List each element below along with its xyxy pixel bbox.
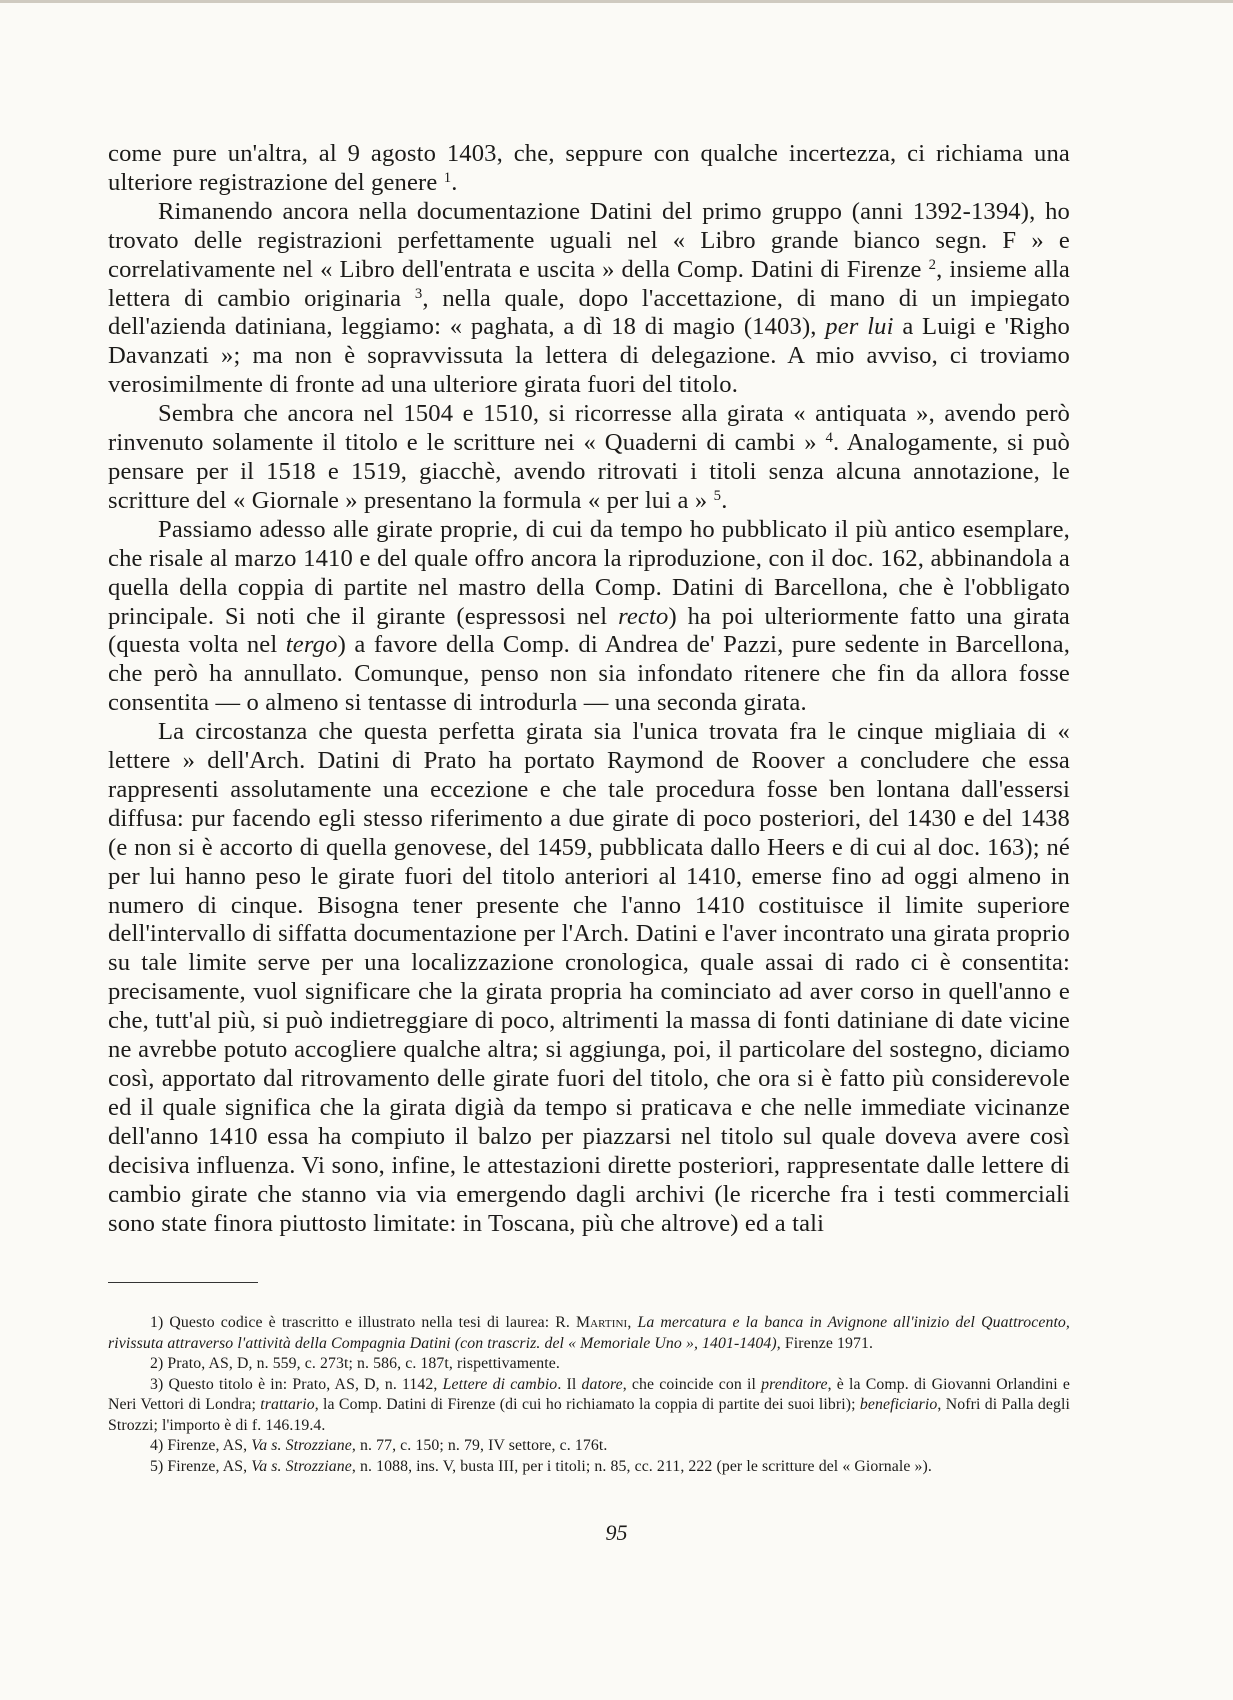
page-number: 95: [605, 1520, 628, 1545]
text-run: ) ha poi ulteriormente fatto una girata (questa volta nel: [108, 602, 1070, 659]
text-run: La circostanza che questa perfetta girata sia l'unica trovata fra le cinque migliaia di « lettere » dell'Arch. Datini di Prato ha portato Raymond de Roover a concludere che essa rappresenti assolutamente una eccezione e che tale procedura fosse ben lontana dall'essersi diffusa: pur facendo egli stesso riferimento a due girate di poco posteriori, del 1430 e del 1438 (e non si è accorto di quella genovese, del 1459, pubblicata dallo Heers e di cui al doc. 163); né per lui hanno peso le girate fuori del titolo anteriori al 1410, emerse fino ad oggi almeno in numero di cinque. Bisogna tener presente che l'anno 1410 costituisce il limite superiore dell'intervallo di siffatta documentazione per l'Arch. Datini e l'aver incontrato una girata proprio su tale limite serve per una localizzazione cronologica, quale assai di rado ci è consentita: precisamente, vuol significare che la girata propria ha cominciato ad aver corso in quell'anno e che, tutt'al più, si può indietreggiare di poco, altrimenti la massa di fonti datiniane di date vicine ne avrebbe potuto accogliere qualche altra; si aggiunga, poi, il particolare del sostegno, diciamo così, apportato dal ritrovamento delle girate fuori del titolo, che ora si è fatto più considerevole ed il quale significa che la girata digià da tempo si praticava e che nelle immediate vicinanze dell'anno 1410 essa ha compiuto il balzo per piazzarsi nel titolo sul quale doveva avere così decisiva influenza. Vi sono, infine, le attestazioni dirette posteriori, rappresentate dalle lettere di cambio girate che stanno via via emergendo dagli archivi (le ricerche fra i testi commerciali sono state finora piuttosto limitate: in Toscana, più che altrove) ed a tali: [108, 718, 1070, 1237]
text-run: come pure un'altra, al 9 agosto 1403, che, seppure con qualche incertezza, ci richiama una ulteriore registrazione del genere: [108, 140, 1070, 196]
text-run: Questo codice è trascritto e illustrato nella tesi di laurea: R.: [169, 1314, 570, 1332]
text-run: , n. 77, c. 150; n. 79, IV settore, c. 176t.: [351, 1437, 608, 1455]
text-run: ,: [627, 1314, 632, 1332]
italic-run: recto: [618, 602, 669, 630]
text-run: , nella quale, dopo l'accettazione, di mano di un impiegato dell'azienda datiniana, leggiamo: « paghata, a dì 18 di magio (1403),: [108, 284, 1070, 341]
body-text: [108, 140, 1070, 1238]
text-run: , la Comp. Datini di Firenze (di cui ho richiamato la coppia di partite dei suoi libri);: [314, 1396, 856, 1414]
text-run: Firenze, AS,: [167, 1457, 248, 1475]
paragraph-4: [108, 516, 1070, 718]
footnote-ref-3: 3: [414, 285, 423, 302]
author-name: Martini: [575, 1314, 628, 1332]
paragraph-3: [108, 400, 1070, 516]
footnote-3: [108, 1375, 1070, 1437]
text-run: a Luigi e 'Righo Davanzati »; ma non è sopravvissuta la lettera di delegazione. A mio avviso, ci troviamo verosimilmente di fronte ad una ulteriore girata fuori del titolo.: [108, 313, 1070, 399]
italic-run: prenditore: [761, 1375, 828, 1393]
text-run: Rimanendo ancora nella documentazione Datini del primo gruppo (anni 1392-1394), ho trovato delle registrazioni perfettamente uguali nel « Libro grande bianco segn. F » e correlativamente nel « Libro dell'entrata e uscita » della Comp. Datini di Firenze: [108, 197, 1070, 283]
text-run: , insieme alla lettera di cambio originaria: [108, 255, 1070, 312]
text-run: , che coincide con il: [622, 1375, 756, 1393]
italic-run: trattario: [260, 1396, 315, 1414]
text-run: .: [451, 168, 458, 196]
page-content: [108, 140, 1070, 1477]
footnote-number: 4): [150, 1437, 164, 1455]
italic-run: Va s. Strozziane: [251, 1437, 352, 1455]
footnote-ref-2: 2: [928, 256, 937, 273]
footnotes: [108, 1313, 1070, 1477]
text-run: . Analogamente, si può pensare per il 1518 e 1519, giacchè, avendo ritrovati i titoli senza alcuna annotazione, le scritture del « Giornale » presentano la formula « per lui a »: [108, 429, 1070, 514]
footnote-5: [108, 1457, 1070, 1478]
italic-run: datore: [581, 1375, 623, 1393]
footnote-ref-4: 4: [825, 429, 834, 446]
footnote-number: 3): [150, 1375, 164, 1393]
italic-run: Va s. Strozziane: [251, 1457, 352, 1475]
text-run: Passiamo adesso alle girate proprie, di cui da tempo ho pubblicato il più antico esemplare, che risale al marzo 1410 e del quale offro ancora la riproduzione, con il doc. 162, abbinandola a quella della coppia di partite nel mastro della Comp. Datini di Barcellona, che è l'obbligato principale. Si noti che il girante (espressosi nel: [108, 515, 1070, 630]
footnote-2: [108, 1354, 1070, 1375]
paragraph-2: [108, 198, 1070, 400]
footnote-number: 5): [150, 1457, 164, 1475]
footnote-4: [108, 1436, 1070, 1457]
paragraph-1: [108, 140, 1070, 198]
italic-run: per lui: [825, 313, 894, 341]
italic-run: beneficiario: [859, 1396, 938, 1414]
footnote-number: 2): [150, 1355, 164, 1373]
paragraph-5: [108, 718, 1070, 1238]
italic-run: La mercatura e la banca in Avignone all'inizio del Quattrocento, rivissuta attraverso l'attività della Compagnia Datini (con trascriz. del « Memoriale Uno », 1401-1404): [108, 1314, 1070, 1352]
text-run: . Il: [557, 1375, 577, 1393]
italic-run: Lettere di cambio: [442, 1375, 558, 1393]
footnote-ref-5: 5: [713, 487, 722, 504]
text-run: , è la Comp. di Giovanni Orlandini e Neri Vettori di Londra;: [108, 1375, 1070, 1414]
footnote-separator: [108, 1282, 258, 1283]
text-run: Firenze, AS,: [167, 1437, 248, 1455]
footnote-ref-1: 1: [443, 169, 452, 186]
text-run: Sembra che ancora nel 1504 e 1510, si ricorresse alla girata « antiquata », avendo però rinvenuto solamente il titolo e le scritture nei « Quaderni di cambi »: [108, 400, 1070, 457]
text-run: , Nofri di Palla degli Strozzi; l'importo è di f. 146.19.4.: [108, 1396, 1070, 1434]
footnote-number: 1): [150, 1314, 164, 1332]
text-run: ) a favore della Comp. di Andrea de' Pazzi, pure sedente in Barcellona, che però ha annullato. Comunque, penso non sia infondato ritenere che fin da allora fosse consentita — o almeno si tentasse di introdurla — una seconda girata.: [108, 631, 1070, 717]
text-run: .: [721, 486, 728, 514]
text-run: Prato, AS, D, n. 559, c. 273t; n. 586, c. 187t, rispettivamente.: [167, 1355, 560, 1373]
footnote-1: [108, 1313, 1070, 1354]
text-run: Questo titolo è in: Prato, AS, D, n. 1142,: [168, 1375, 438, 1393]
page-top-edge: [0, 0, 1233, 3]
text-run: , n. 1088, ins. V, busta III, per i titoli; n. 85, cc. 211, 222 (per le scritture del « Giornale »).: [351, 1457, 932, 1475]
italic-run: tergo: [285, 631, 338, 659]
text-run: , Firenze 1971.: [776, 1334, 874, 1352]
